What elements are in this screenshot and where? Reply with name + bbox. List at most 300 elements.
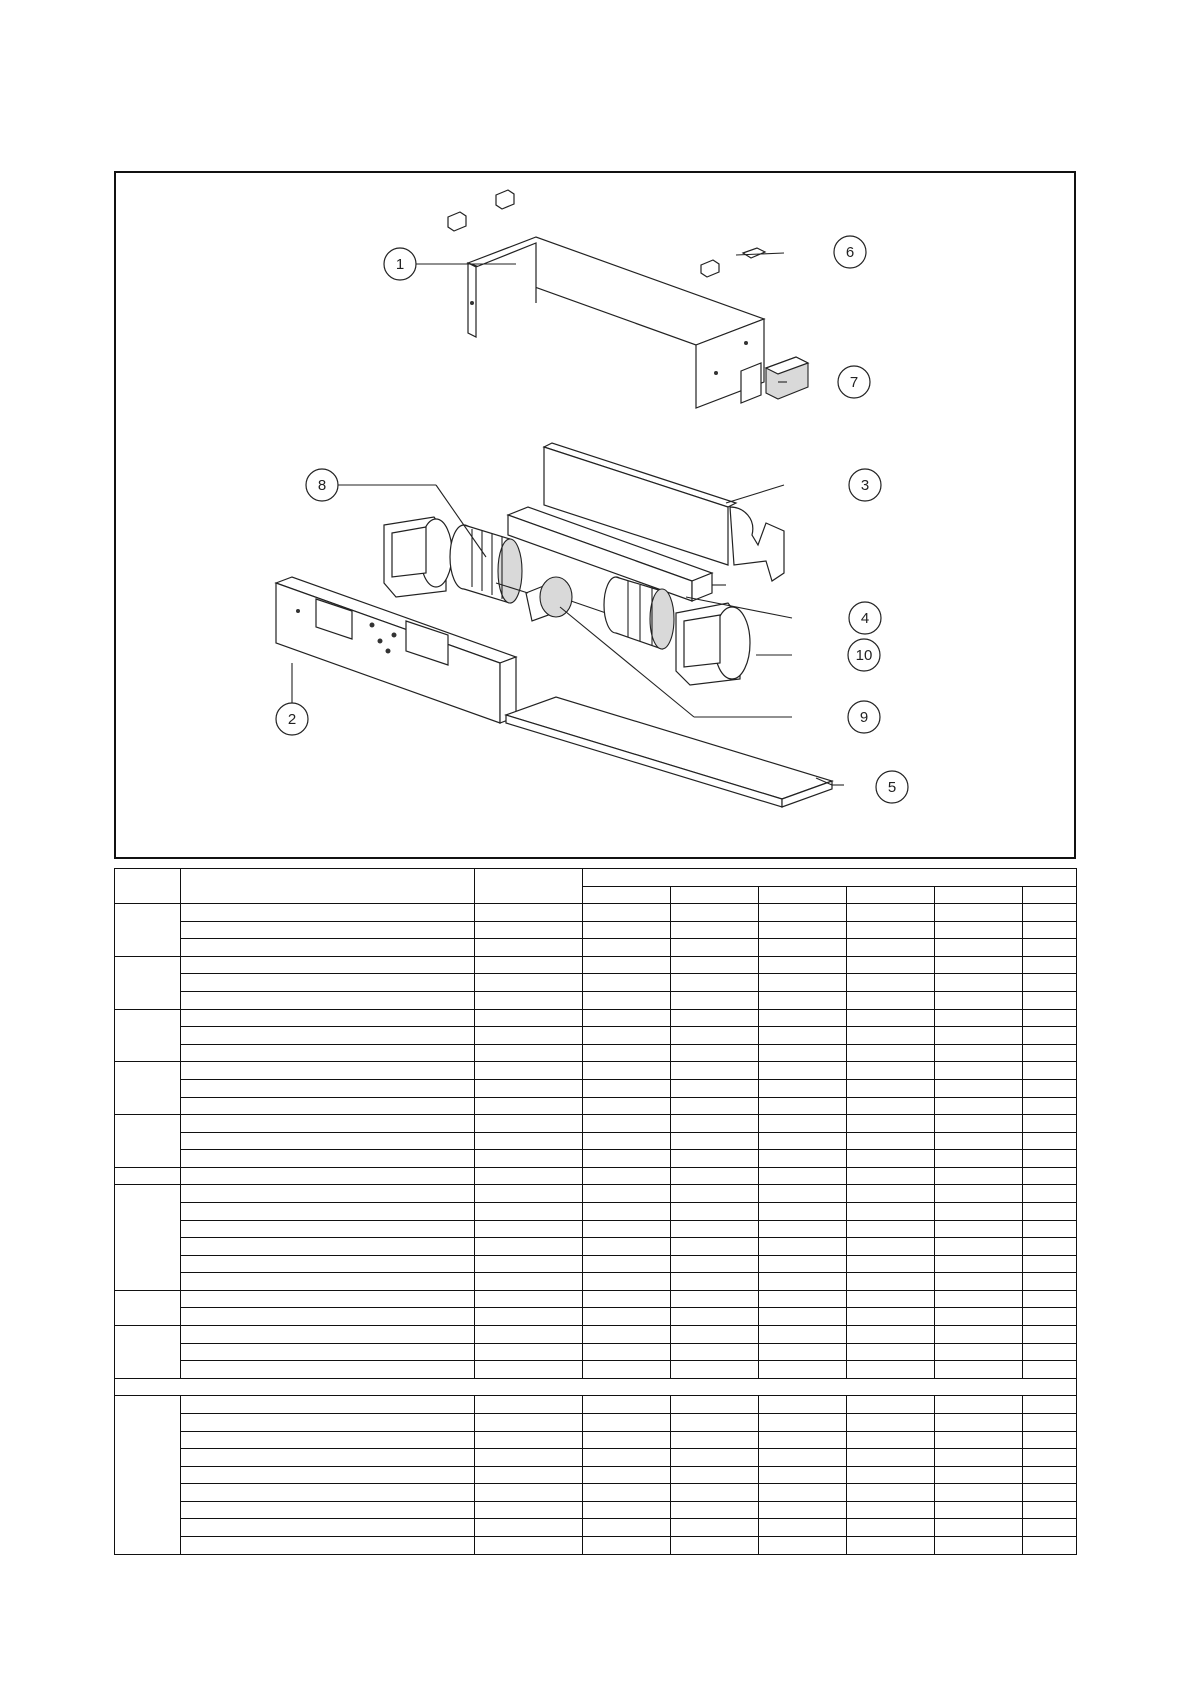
code-cell (475, 1220, 583, 1238)
description-cell (181, 904, 475, 922)
value-cell (759, 974, 847, 992)
value-cell (935, 1079, 1023, 1097)
value-cell (583, 1466, 671, 1484)
callout-1 (384, 248, 416, 280)
value-cell (671, 1466, 759, 1484)
value-cell (583, 1431, 671, 1449)
table-row (115, 1361, 1077, 1379)
description-cell (181, 1167, 475, 1185)
svg-text:9: 9 (859, 709, 869, 726)
value-cell (935, 1326, 1023, 1344)
description-cell (181, 1484, 475, 1502)
code-cell (475, 956, 583, 974)
value-cell (1023, 1097, 1077, 1115)
value-cell (935, 1466, 1023, 1484)
value-cell (671, 1431, 759, 1449)
value-cell (935, 1343, 1023, 1361)
value-cell (583, 1501, 671, 1519)
value-cell (847, 1326, 935, 1344)
value-cell (935, 1044, 1023, 1062)
value-cell (935, 974, 1023, 992)
description-cell (181, 1519, 475, 1537)
code-cell (475, 1343, 583, 1361)
value-cell (847, 1396, 935, 1414)
callout-5 (876, 771, 908, 803)
code-cell (475, 1484, 583, 1502)
table-row (115, 1431, 1077, 1449)
value-cell (935, 992, 1023, 1010)
value-cell (935, 1009, 1023, 1027)
fan-housing-left (384, 517, 452, 597)
description-cell (181, 1501, 475, 1519)
value-cell (935, 939, 1023, 957)
value-cell (671, 1167, 759, 1185)
value-cell (583, 1097, 671, 1115)
value-cell (671, 1361, 759, 1379)
table-row (115, 1501, 1077, 1519)
value-cell (671, 1097, 759, 1115)
value-cell (847, 1343, 935, 1361)
callout-4 (849, 602, 881, 634)
value-cell (935, 1238, 1023, 1256)
value-cell (935, 1255, 1023, 1273)
value-cell (671, 1343, 759, 1361)
table-row (115, 1009, 1077, 1027)
value-cell (759, 1150, 847, 1168)
description-cell (181, 992, 475, 1010)
value-cell (847, 1115, 935, 1133)
value-cell (583, 1009, 671, 1027)
value-cell (847, 1009, 935, 1027)
table-row (115, 1519, 1077, 1537)
code-cell (475, 1290, 583, 1308)
value-cell (671, 1009, 759, 1027)
code-cell (475, 1519, 583, 1537)
value-cell (935, 1167, 1023, 1185)
value-cell (1023, 1519, 1077, 1537)
header-model-cell (583, 886, 671, 904)
exploded-view-drawing (116, 173, 1074, 857)
value-cell (759, 1115, 847, 1133)
value-cell (671, 1027, 759, 1045)
description-cell (181, 1308, 475, 1326)
group-number-cell (115, 1009, 181, 1062)
value-cell (671, 956, 759, 974)
table-row (115, 921, 1077, 939)
value-cell (759, 1431, 847, 1449)
value-cell (935, 904, 1023, 922)
description-cell (181, 1044, 475, 1062)
value-cell (935, 1501, 1023, 1519)
svg-text:5: 5 (887, 779, 897, 796)
value-cell (583, 1238, 671, 1256)
group-number-cell (115, 904, 181, 957)
value-cell (759, 1396, 847, 1414)
value-cell (1023, 1536, 1077, 1554)
value-cell (583, 1167, 671, 1185)
code-cell (475, 1431, 583, 1449)
value-cell (1023, 1220, 1077, 1238)
description-cell (181, 1185, 475, 1203)
header-code-cell (475, 869, 583, 904)
value-cell (1023, 1009, 1077, 1027)
description-cell (181, 939, 475, 957)
value-cell (671, 992, 759, 1010)
value-cell (1023, 904, 1077, 922)
code-cell (475, 1308, 583, 1326)
table-row (115, 1062, 1077, 1080)
header-description-cell (181, 869, 475, 904)
table-row (115, 1396, 1077, 1414)
section-divider-cell (115, 1378, 1077, 1396)
value-cell (1023, 1273, 1077, 1291)
value-cell (847, 992, 935, 1010)
value-cell (1023, 939, 1077, 957)
code-cell (475, 1062, 583, 1080)
description-cell (181, 1431, 475, 1449)
value-cell (847, 1290, 935, 1308)
value-cell (583, 1536, 671, 1554)
table-row (115, 939, 1077, 957)
value-cell (759, 1326, 847, 1344)
value-cell (935, 1027, 1023, 1045)
value-cell (671, 1536, 759, 1554)
table-row (115, 1097, 1077, 1115)
value-cell (1023, 1027, 1077, 1045)
value-cell (671, 1044, 759, 1062)
value-cell (1023, 1150, 1077, 1168)
value-cell (583, 1308, 671, 1326)
value-cell (935, 1484, 1023, 1502)
code-cell (475, 1466, 583, 1484)
value-cell (935, 1396, 1023, 1414)
code-cell (475, 1167, 583, 1185)
value-cell (759, 1097, 847, 1115)
svg-text:7: 7 (849, 374, 859, 391)
fan-housing-right (676, 603, 750, 685)
value-cell (759, 992, 847, 1010)
value-cell (1023, 1413, 1077, 1431)
header-model-cell (1023, 886, 1077, 904)
value-cell (671, 1220, 759, 1238)
value-cell (1023, 1396, 1077, 1414)
value-cell (847, 939, 935, 957)
value-cell (935, 1413, 1023, 1431)
callout-8 (306, 469, 338, 501)
value-cell (847, 1062, 935, 1080)
value-cell (847, 1255, 935, 1273)
value-cell (583, 904, 671, 922)
table-row (115, 1343, 1077, 1361)
value-cell (671, 1308, 759, 1326)
value-cell (583, 1326, 671, 1344)
table-row (115, 1290, 1077, 1308)
value-cell (583, 1079, 671, 1097)
description-cell (181, 1132, 475, 1150)
value-cell (935, 1220, 1023, 1238)
value-cell (759, 1132, 847, 1150)
description-cell (181, 1097, 475, 1115)
value-cell (671, 1238, 759, 1256)
value-cell (583, 1449, 671, 1467)
value-cell (671, 1519, 759, 1537)
value-cell (759, 1413, 847, 1431)
value-cell (583, 1132, 671, 1150)
value-cell (583, 1115, 671, 1133)
value-cell (759, 1361, 847, 1379)
svg-text:8: 8 (317, 477, 327, 494)
value-cell (1023, 1044, 1077, 1062)
group-number-cell (115, 1185, 181, 1290)
value-cell (847, 956, 935, 974)
table-row (115, 1466, 1077, 1484)
value-cell (847, 904, 935, 922)
table-row (115, 1449, 1077, 1467)
value-cell (1023, 1238, 1077, 1256)
value-cell (759, 1273, 847, 1291)
svg-text:1: 1 (395, 256, 405, 273)
group-number-cell (115, 1167, 181, 1185)
value-cell (583, 1202, 671, 1220)
value-cell (583, 1290, 671, 1308)
svg-text:10: 10 (855, 647, 873, 664)
value-cell (759, 1290, 847, 1308)
value-cell (935, 1115, 1023, 1133)
value-cell (1023, 1431, 1077, 1449)
value-cell (1023, 1062, 1077, 1080)
description-cell (181, 1027, 475, 1045)
value-cell (935, 1185, 1023, 1203)
code-cell (475, 1150, 583, 1168)
value-cell (583, 1273, 671, 1291)
value-cell (935, 1132, 1023, 1150)
group-number-cell (115, 1115, 181, 1168)
value-cell (847, 921, 935, 939)
table-row (115, 1484, 1077, 1502)
header-model-cell (759, 886, 847, 904)
value-cell (583, 1044, 671, 1062)
value-cell (671, 1449, 759, 1467)
value-cell (671, 1326, 759, 1344)
svg-text:3: 3 (860, 477, 870, 494)
code-cell (475, 921, 583, 939)
value-cell (759, 1062, 847, 1080)
header-model-cell (671, 886, 759, 904)
value-cell (847, 1466, 935, 1484)
table-row (115, 869, 1077, 887)
value-cell (583, 1062, 671, 1080)
value-cell (1023, 974, 1077, 992)
table-row (115, 1202, 1077, 1220)
value-cell (935, 1308, 1023, 1326)
value-cell (759, 1536, 847, 1554)
value-cell (671, 1290, 759, 1308)
code-cell (475, 974, 583, 992)
value-cell (1023, 992, 1077, 1010)
svg-text:4: 4 (860, 610, 870, 627)
table-row (115, 974, 1077, 992)
header-model-cell (847, 886, 935, 904)
value-cell (847, 1308, 935, 1326)
code-cell (475, 1273, 583, 1291)
header-models-cell (583, 869, 1077, 887)
value-cell (847, 1027, 935, 1045)
description-cell (181, 1413, 475, 1431)
table-row (115, 1273, 1077, 1291)
value-cell (847, 1079, 935, 1097)
code-cell (475, 939, 583, 957)
description-cell (181, 921, 475, 939)
value-cell (759, 1519, 847, 1537)
value-cell (935, 921, 1023, 939)
value-cell (1023, 1501, 1077, 1519)
value-cell (583, 1027, 671, 1045)
value-cell (671, 921, 759, 939)
value-cell (759, 1255, 847, 1273)
table-row (115, 1167, 1077, 1185)
table-row (115, 1115, 1077, 1133)
value-cell (935, 1519, 1023, 1537)
exploded-view-diagram (114, 171, 1076, 859)
description-cell (181, 1255, 475, 1273)
value-cell (1023, 1079, 1077, 1097)
description-cell (181, 1361, 475, 1379)
value-cell (847, 1132, 935, 1150)
value-cell (847, 1220, 935, 1238)
table-row (115, 904, 1077, 922)
value-cell (759, 1009, 847, 1027)
value-cell (671, 974, 759, 992)
value-cell (935, 1097, 1023, 1115)
table-row (115, 956, 1077, 974)
value-cell (583, 956, 671, 974)
table-row (115, 1255, 1077, 1273)
value-cell (935, 1290, 1023, 1308)
value-cell (935, 1202, 1023, 1220)
value-cell (671, 939, 759, 957)
code-cell (475, 1185, 583, 1203)
value-cell (1023, 1308, 1077, 1326)
code-cell (475, 1115, 583, 1133)
top-casing-part (468, 237, 764, 408)
value-cell (935, 1536, 1023, 1554)
callout-9 (848, 701, 880, 733)
value-cell (583, 1255, 671, 1273)
value-cell (935, 1361, 1023, 1379)
value-cell (671, 1484, 759, 1502)
value-cell (847, 1484, 935, 1502)
value-cell (935, 1150, 1023, 1168)
code-cell (475, 1202, 583, 1220)
value-cell (847, 1361, 935, 1379)
svg-text:2: 2 (287, 711, 297, 728)
value-cell (759, 921, 847, 939)
code-cell (475, 1238, 583, 1256)
value-cell (671, 1273, 759, 1291)
callout-3 (849, 469, 881, 501)
value-cell (1023, 921, 1077, 939)
description-cell (181, 1449, 475, 1467)
value-cell (1023, 1361, 1077, 1379)
value-cell (847, 1501, 935, 1519)
value-cell (671, 1185, 759, 1203)
group-number-cell (115, 1290, 181, 1325)
callout-10 (848, 639, 880, 671)
value-cell (583, 1413, 671, 1431)
value-cell (671, 1079, 759, 1097)
value-cell (847, 1150, 935, 1168)
value-cell (671, 1396, 759, 1414)
value-cell (671, 1062, 759, 1080)
code-cell (475, 1449, 583, 1467)
code-cell (475, 904, 583, 922)
value-cell (671, 1150, 759, 1168)
value-cell (583, 939, 671, 957)
value-cell (583, 1343, 671, 1361)
callout-2 (276, 703, 308, 735)
value-cell (583, 1484, 671, 1502)
value-cell (1023, 1466, 1077, 1484)
table-row (115, 1326, 1077, 1344)
value-cell (847, 1167, 935, 1185)
value-cell (1023, 956, 1077, 974)
value-cell (759, 1079, 847, 1097)
value-cell (583, 1185, 671, 1203)
value-cell (583, 921, 671, 939)
code-cell (475, 1097, 583, 1115)
table-row (115, 1132, 1077, 1150)
group-number-cell (115, 1396, 181, 1554)
value-cell (1023, 1255, 1077, 1273)
description-cell (181, 974, 475, 992)
value-cell (759, 1343, 847, 1361)
table-row (115, 1027, 1077, 1045)
code-cell (475, 1501, 583, 1519)
value-cell (671, 1255, 759, 1273)
value-cell (935, 956, 1023, 974)
value-cell (583, 1361, 671, 1379)
spare-parts-table (114, 868, 1077, 1555)
description-cell (181, 1202, 475, 1220)
value-cell (847, 1431, 935, 1449)
value-cell (1023, 1167, 1077, 1185)
value-cell (759, 1238, 847, 1256)
description-cell (181, 1466, 475, 1484)
value-cell (583, 1396, 671, 1414)
code-cell (475, 1132, 583, 1150)
description-cell (181, 956, 475, 974)
description-cell (181, 1238, 475, 1256)
value-cell (935, 1062, 1023, 1080)
value-cell (759, 1185, 847, 1203)
value-cell (671, 1132, 759, 1150)
description-cell (181, 1273, 475, 1291)
code-cell (475, 1027, 583, 1045)
description-cell (181, 1150, 475, 1168)
table-row (115, 1238, 1077, 1256)
value-cell (1023, 1185, 1077, 1203)
table-row (115, 1044, 1077, 1062)
value-cell (759, 1484, 847, 1502)
value-cell (759, 1308, 847, 1326)
description-cell (181, 1079, 475, 1097)
value-cell (847, 1449, 935, 1467)
table-row (115, 1413, 1077, 1431)
value-cell (1023, 1326, 1077, 1344)
code-cell (475, 1326, 583, 1344)
description-cell (181, 1343, 475, 1361)
value-cell (847, 974, 935, 992)
